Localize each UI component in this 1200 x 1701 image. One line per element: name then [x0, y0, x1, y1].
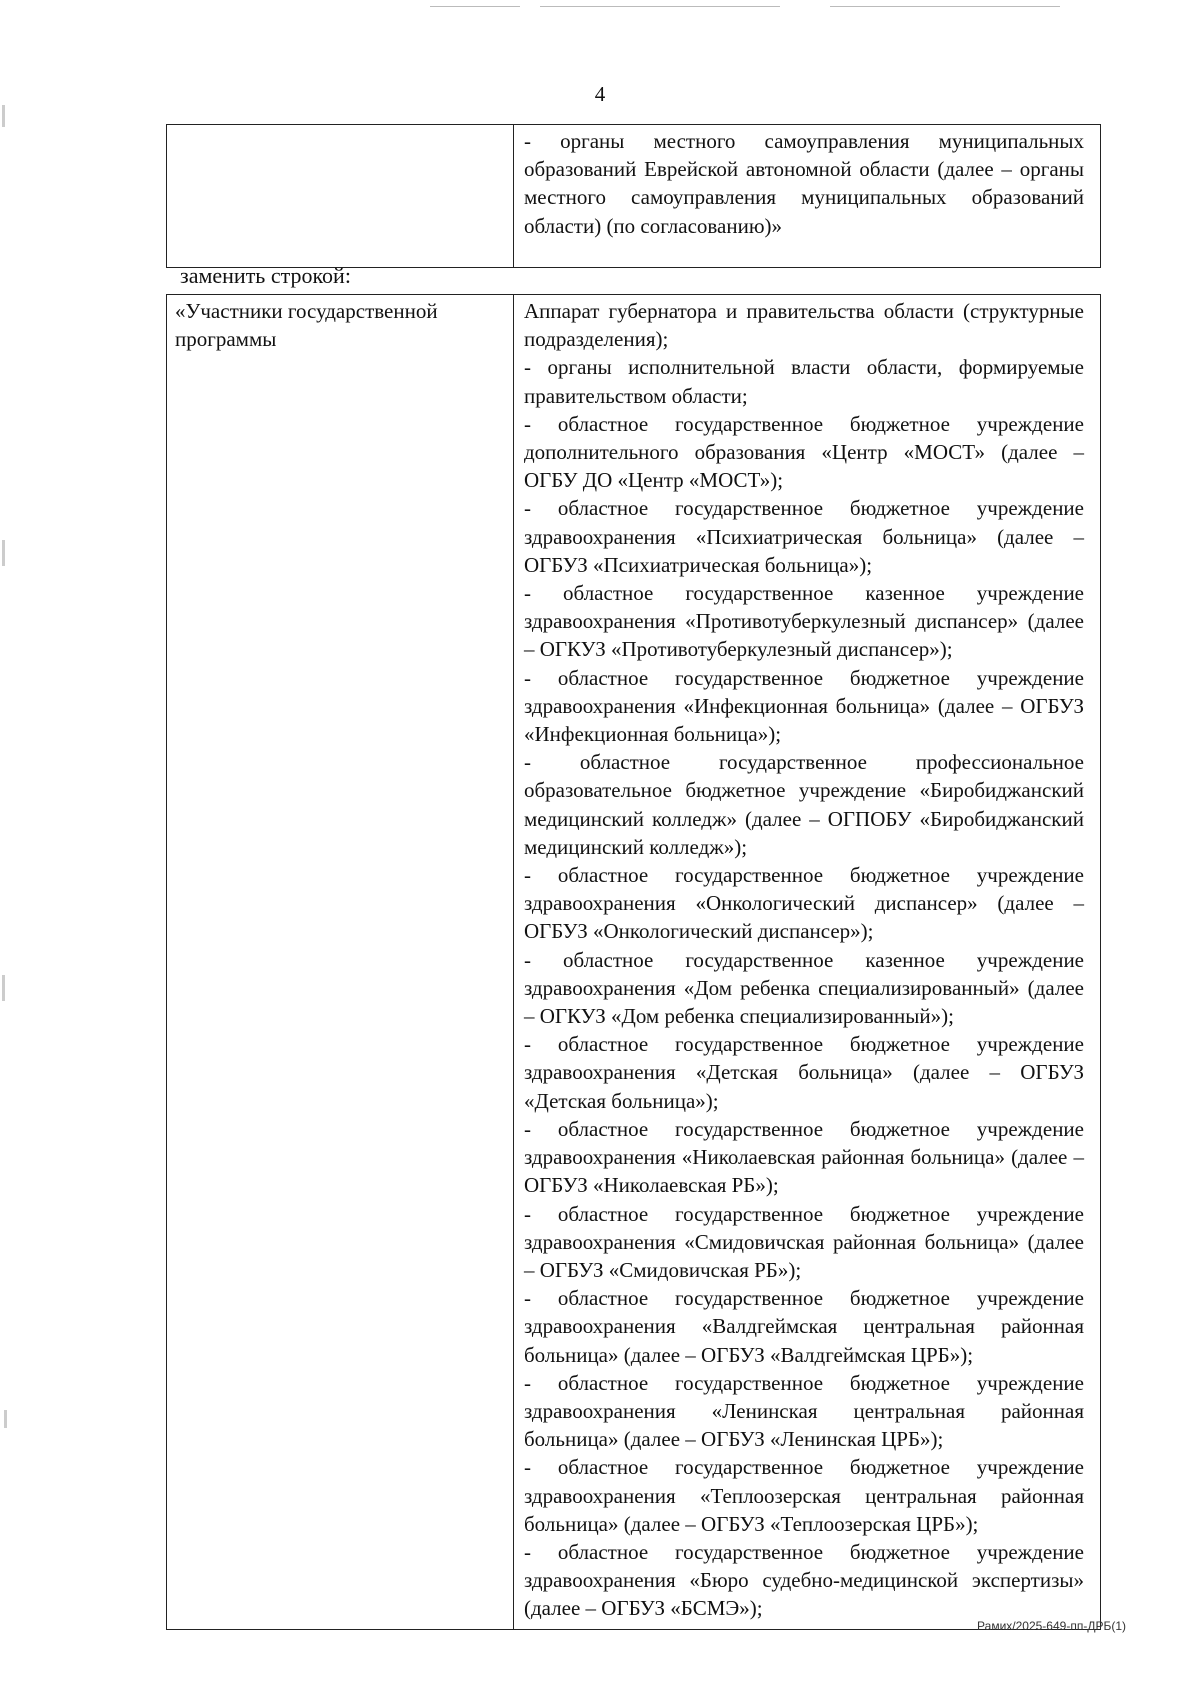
list-item: - областное государственное профессиональное образовательное бюджетное учреждение «Биробиджанский медицинский колледж» (далее – ОГПОБУ «Биробиджанский медицинский колледж»);	[524, 750, 1084, 859]
list-item: - областное государственное бюджетное учреждение здравоохранения «Онкологический диспансер» (далее – ОГБУЗ «Онкологический диспансер»);	[524, 863, 1084, 944]
list-item: - областное государственное бюджетное учреждение здравоохранения «Бюро судебно-медицинской экспертизы» (далее – ОГБУЗ «БСМЭ»);	[524, 1539, 1084, 1621]
document-footer-code: Рамих/2025-649-пп-ДРБ(1)	[977, 1619, 1126, 1633]
list-item: - областное государственное бюджетное учреждение здравоохранения «Валдгеймская центральная районная больница» (далее – ОГБУЗ «Валдгеймская ЦРБ»);	[524, 1286, 1084, 1367]
top-table-text: - органы местного самоуправления муниципальных образований Еврейской автономной области (далее – органы местного самоуправления муниципальных образований области) (по согласованию)»	[524, 129, 1084, 238]
scan-artifact-mark	[2, 975, 5, 1001]
scan-artifact-mark	[2, 540, 5, 566]
list-item: - областное государственное бюджетное учреждение здравоохранения «Ленинская центральная районная больница» (далее – ОГБУЗ «Ленинская ЦРБ»);	[524, 1370, 1084, 1452]
list-item: - областное государственное бюджетное учреждение здравоохранения «Психиатрическая больница» (далее – ОГБУЗ «Психиатрическая больница»);	[524, 496, 1084, 577]
scan-artifact-mark	[2, 105, 5, 127]
table-row	[167, 125, 1101, 268]
list-item: - областное государственное бюджетное учреждение здравоохранения «Николаевская районная больница» (далее – ОГБУЗ «Николаевская РБ»);	[524, 1116, 1084, 1198]
scan-artifact-line	[430, 6, 520, 7]
main-table-left-cell: «Участники государственной программы	[167, 295, 514, 1630]
top-table-left-cell	[167, 125, 514, 268]
top-table-right-cell	[514, 125, 1101, 268]
list-item: - областное государственное бюджетное учреждение дополнительного образования «Центр «МОСТ» (далее – ОГБУ ДО «Центр «МОСТ»);	[524, 411, 1084, 493]
table-row	[167, 295, 1101, 1630]
top-table	[166, 124, 1101, 268]
replace-label: заменить строкой:	[180, 263, 351, 288]
list-item: - областное государственное бюджетное учреждение здравоохранения «Инфекционная больница» (далее – ОГБУЗ «Инфекционная больница»);	[524, 665, 1084, 747]
list-item: Аппарат губернатора и правительства области (структурные подразделения);	[524, 299, 1084, 352]
list-item: - областное государственное бюджетное учреждение здравоохранения «Смидовичская районная больница» (далее – ОГБУЗ «Смидовичская РБ»);	[524, 1201, 1084, 1282]
scan-artifact-line	[830, 6, 1060, 7]
list-item: - областное государственное бюджетное учреждение здравоохранения «Теплоозерская центральная районная больница» (далее – ОГБУЗ «Теплоозерская ЦРБ»);	[524, 1455, 1084, 1536]
list-item: - областное государственное казенное учреждение здравоохранения «Дом ребенка специализированный» (далее – ОГКУЗ «Дом ребенка специализированный»);	[524, 947, 1084, 1029]
list-item: - областное государственное казенное учреждение здравоохранения «Противотуберкулезный диспансер» (далее – ОГКУЗ «Противотуберкулезный диспансер»);	[524, 581, 1084, 662]
list-item: - областное государственное бюджетное учреждение здравоохранения «Детская больница» (далее – ОГБУЗ «Детская больница»);	[524, 1032, 1084, 1113]
list-item: - органы исполнительной власти области, формируемые правительством области;	[524, 355, 1084, 408]
page-number: 4	[594, 82, 606, 106]
scan-artifact-mark	[4, 1410, 7, 1428]
scan-artifact-line	[540, 6, 780, 7]
main-table-right-cell	[514, 295, 1101, 1630]
main-table	[166, 294, 1101, 1630]
